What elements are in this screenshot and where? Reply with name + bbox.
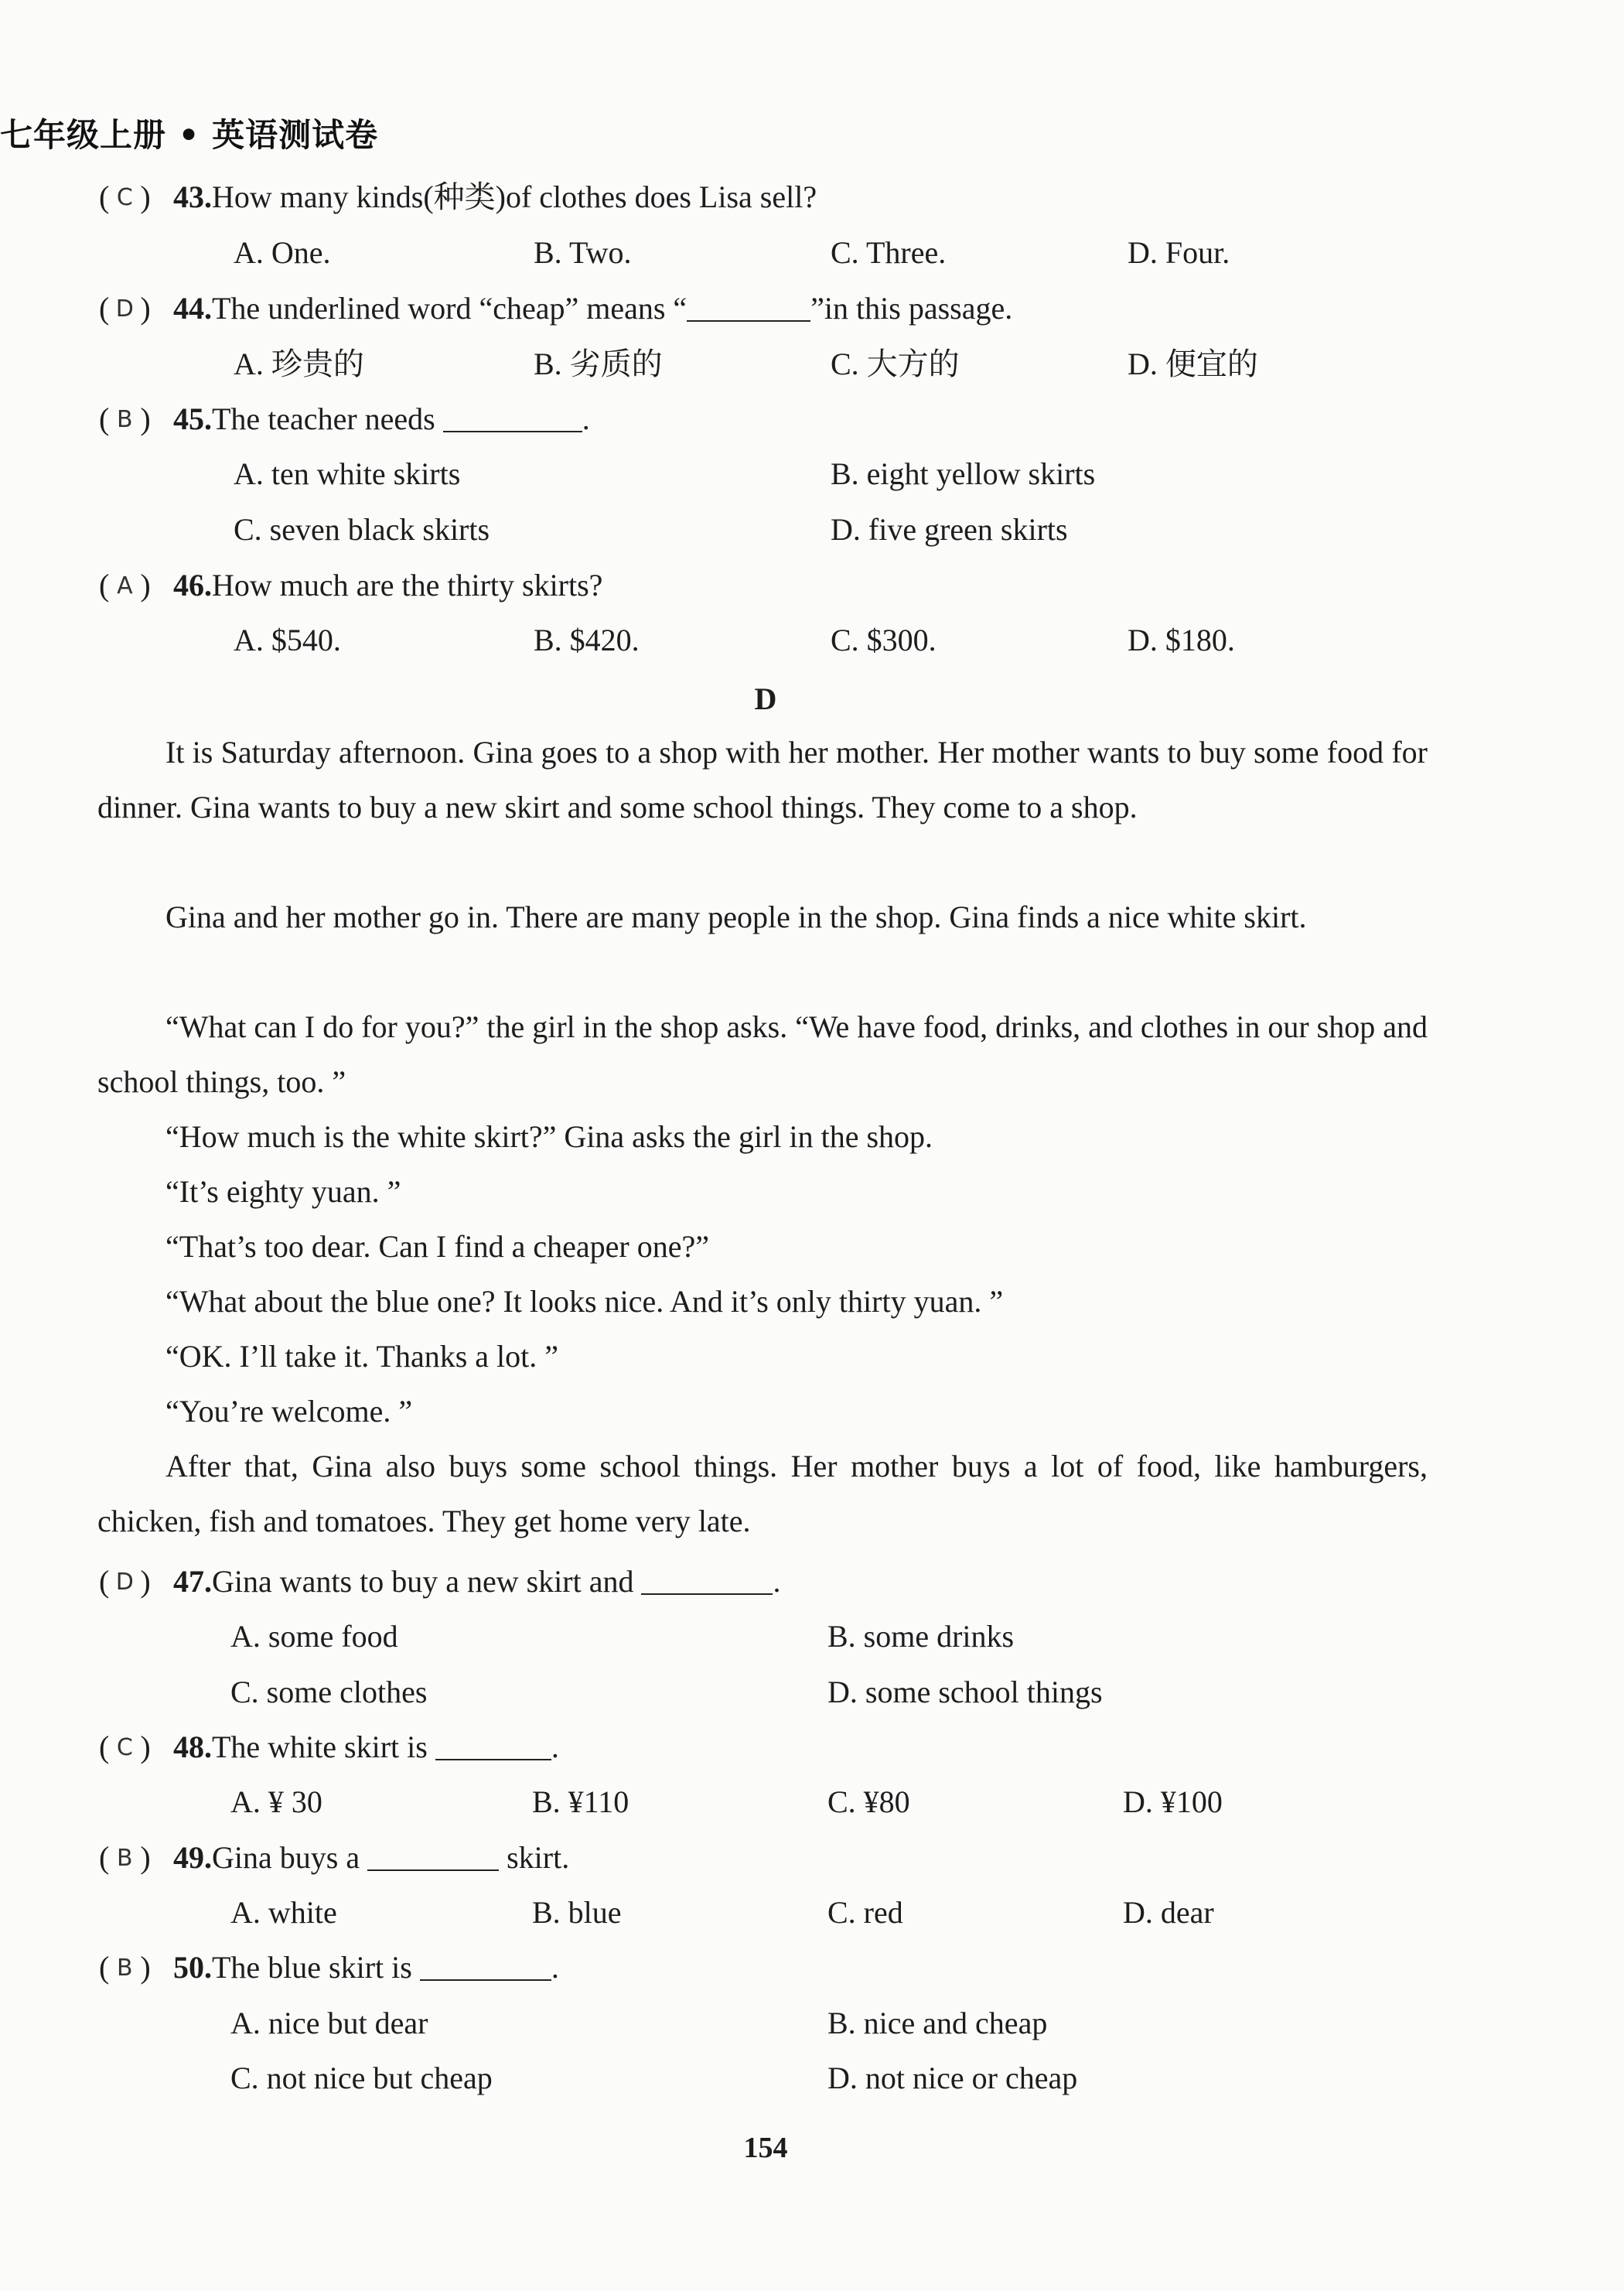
- answer-blank: [443, 408, 582, 432]
- question-48: ( C ) 48.The white skirt is .: [99, 1729, 559, 1764]
- option-a: A. nice but dear: [230, 2006, 428, 2040]
- option-d: D. five green skirts: [831, 512, 1068, 547]
- question-number: 47.: [173, 1564, 212, 1599]
- option-c: C. $300.: [831, 623, 937, 657]
- option-a: A. ¥ 30: [230, 1784, 322, 1819]
- question-46: ( A ) 46.How much are the thirty skirts?: [99, 568, 603, 603]
- option-b: B. 劣质的: [534, 347, 663, 381]
- answer-blank: [367, 1846, 499, 1871]
- answer-blank: [641, 1570, 773, 1595]
- question-number: 49.: [173, 1840, 212, 1875]
- page-header: 七年级上册 • 英语测试卷: [0, 116, 379, 154]
- option-d: D. ¥100: [1123, 1784, 1223, 1819]
- option-b: B. nice and cheap: [827, 2006, 1048, 2040]
- answer-blank: [435, 1736, 551, 1760]
- answer-blank: [420, 1956, 551, 1981]
- question-45: ( B ) 45.The teacher needs .: [99, 401, 590, 436]
- question-number: 48.: [173, 1729, 212, 1764]
- passage-text: “What about the blue one? It looks nice. And it’s only thirty yuan. ”: [165, 1284, 1004, 1319]
- passage-paragraph: [97, 1439, 1428, 1548]
- question-text-end: .: [773, 1564, 781, 1599]
- question-number: 46.: [173, 568, 212, 603]
- passage-paragraph: [97, 1384, 1428, 1439]
- answer-mark: C: [116, 1734, 133, 1761]
- option-d: D. dear: [1123, 1895, 1214, 1930]
- passage-text: “That’s too dear. Can I find a cheaper one?”: [165, 1229, 710, 1264]
- option-c: C. 大方的: [831, 347, 960, 381]
- passage-paragraph: [97, 725, 1428, 835]
- question-text: How much are the thirty skirts?: [212, 568, 603, 603]
- passage-paragraph: [97, 1164, 1428, 1219]
- page-number: 154: [743, 2132, 788, 2164]
- question-49: ( B ) 49.Gina buys a skirt.: [99, 1840, 570, 1875]
- option-a: A. ten white skirts: [234, 456, 461, 491]
- question-44: ( D ) 44.The underlined word “cheap” means “ ”in this passage.: [99, 291, 1013, 326]
- option-c: C. ¥80: [827, 1784, 910, 1819]
- answer-mark: D: [115, 1569, 134, 1596]
- question-text: The teacher needs: [212, 401, 435, 436]
- option-d: D. 便宜的: [1128, 347, 1258, 381]
- option-c: C. red: [827, 1895, 903, 1930]
- option-c: C. Three.: [831, 235, 947, 270]
- option-b: B. ¥110: [532, 1784, 629, 1819]
- option-d: D. some school things: [827, 1675, 1103, 1709]
- section-title: D: [754, 681, 777, 716]
- option-a: A. white: [230, 1895, 337, 1930]
- option-d: D. Four.: [1128, 235, 1230, 270]
- passage-paragraph: [97, 1329, 1428, 1384]
- answer-mark: B: [117, 406, 133, 433]
- answer-mark: D: [115, 295, 134, 323]
- option-a: A. $540.: [234, 623, 341, 657]
- passage-paragraph: [97, 1274, 1428, 1329]
- passage-text: “OK. I’ll take it. Thanks a lot. ”: [165, 1339, 559, 1374]
- option-a: A. 珍贵的: [234, 347, 364, 381]
- passage-text: “You’re welcome. ”: [165, 1394, 413, 1429]
- question-text-end: .: [582, 401, 590, 436]
- passage-paragraph: [97, 1219, 1428, 1274]
- passage-text: “What can I do for you?” the girl in the shop asks. “We have food, drinks, and clothes in our shop and school things, too. ”: [97, 1009, 1428, 1099]
- option-d: D. $180.: [1128, 623, 1235, 657]
- question-text: The underlined word “cheap” means “: [212, 291, 687, 326]
- option-b: B. some drinks: [827, 1619, 1015, 1654]
- option-d: D. not nice or cheap: [827, 2061, 1078, 2095]
- passage-paragraph: [97, 889, 1428, 944]
- option-b: B. eight yellow skirts: [831, 456, 1096, 491]
- question-number: 50.: [173, 1950, 212, 1985]
- option-c: C. seven black skirts: [234, 512, 490, 547]
- passage-text: “How much is the white skirt?” Gina asks the girl in the shop.: [165, 1119, 933, 1154]
- question-text: How many kinds(种类)of clothes does Lisa sell?: [212, 179, 817, 214]
- question-number: 45.: [173, 401, 212, 436]
- passage-text: Gina and her mother go in. There are many people in the shop. Gina finds a nice white skirt.: [165, 900, 1307, 934]
- option-a: A. One.: [234, 235, 331, 270]
- question-number: 44.: [173, 291, 212, 326]
- option-a: A. some food: [230, 1619, 398, 1654]
- question-text: Gina wants to buy a new skirt and: [212, 1564, 634, 1599]
- question-43: ( C ) 43.How many kinds(种类)of clothes does Lisa sell?: [99, 179, 817, 214]
- answer-blank: [687, 297, 810, 322]
- answer-mark: A: [117, 572, 133, 599]
- option-c: C. some clothes: [230, 1675, 428, 1709]
- question-47: ( D ) 47.Gina wants to buy a new skirt and .: [99, 1564, 781, 1599]
- question-text: The blue skirt is: [212, 1950, 412, 1985]
- passage-text: “It’s eighty yuan. ”: [165, 1174, 401, 1209]
- option-b: B. blue: [532, 1895, 622, 1930]
- question-text: Gina buys a: [212, 1840, 360, 1875]
- passage-paragraph: [97, 1109, 1428, 1164]
- question-text: The white skirt is: [212, 1729, 428, 1764]
- option-b: B. Two.: [534, 235, 632, 270]
- passage-paragraph: [97, 999, 1428, 1109]
- answer-mark: C: [116, 184, 133, 211]
- option-b: B. $420.: [534, 623, 640, 657]
- answer-mark: B: [117, 1845, 133, 1872]
- passage-text: It is Saturday afternoon. Gina goes to a shop with her mother. Her mother wants to buy some food for dinner. Gina wants to buy a new skirt and some school things. They come to a shop.: [97, 735, 1428, 825]
- answer-mark: B: [117, 1955, 133, 1982]
- question-text-end: skirt.: [507, 1840, 570, 1875]
- question-text-end: .: [551, 1729, 559, 1764]
- option-c: C. not nice but cheap: [230, 2061, 493, 2095]
- question-number: 43.: [173, 179, 212, 214]
- question-text-end: ”in this passage.: [810, 291, 1013, 326]
- question-text-end: .: [551, 1950, 559, 1985]
- passage-text: After that, Gina also buys some school things. Her mother buys a lot of food, like hamburgers, chicken, fish and tomatoes. They get home very late.: [97, 1449, 1428, 1538]
- question-50: ( B ) 50.The blue skirt is .: [99, 1950, 559, 1985]
